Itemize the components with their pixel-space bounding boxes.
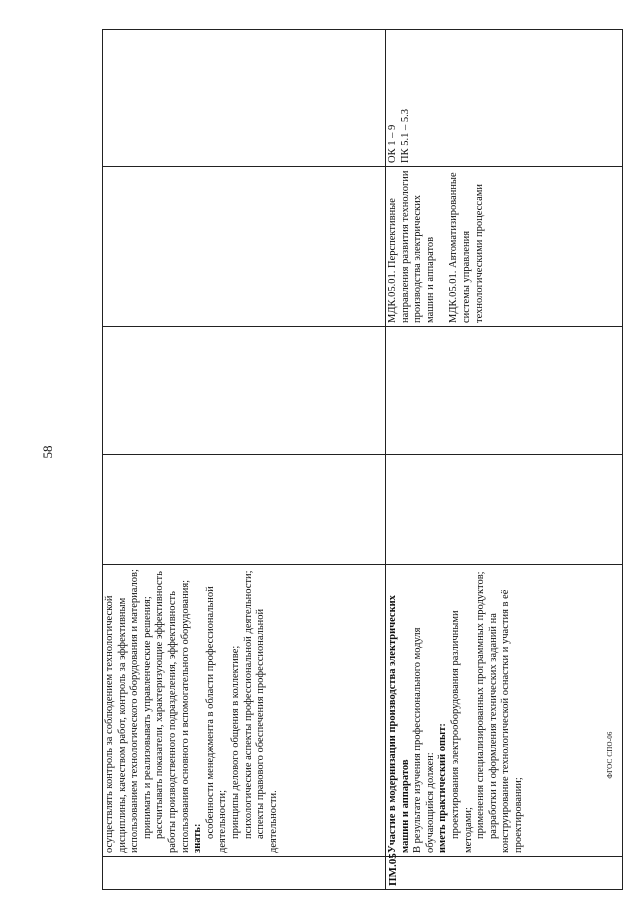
req-line: особенности менеджмента в области профессиональной деятельности; bbox=[204, 586, 229, 853]
req-line: принципы делового общения в коллективе; bbox=[229, 645, 241, 839]
hours-cell bbox=[103, 327, 386, 455]
mdk-cell bbox=[386, 167, 623, 327]
mdk-item: МДК.05.01. Автоматизированные системы управления технологическими процессами bbox=[448, 172, 485, 323]
req-label: знать: bbox=[192, 823, 204, 853]
module-code-cell bbox=[103, 857, 386, 890]
module-code: ПМ.05 bbox=[387, 853, 399, 886]
table-row bbox=[103, 30, 386, 890]
mdk-item: МДК.05.01. Перспективные направления развития технологии производства электрических машин и аппаратов bbox=[387, 170, 436, 323]
rotated-table-container bbox=[102, 30, 622, 890]
hours-cell bbox=[103, 455, 386, 565]
competencies-cell bbox=[103, 30, 386, 167]
req-line: применения специализированных программных продуктов; bbox=[475, 571, 487, 839]
competency: ПК 5.1 – 5.3 bbox=[399, 109, 411, 163]
module-code-cell bbox=[386, 853, 623, 890]
competency: ОК 1 – 9 bbox=[387, 124, 398, 163]
req-line: рассчитывать показатели, характеризующие эффективность работы производственного подразделения, эффективность использования основного и вспомогательного оборудования; bbox=[154, 571, 191, 853]
footer-stamp: ФГОС СПО-06 bbox=[606, 731, 614, 779]
req-line: аспекты правового обеспечения профессиональной деятельности. bbox=[255, 608, 279, 853]
hours-cell bbox=[386, 455, 623, 565]
hours-cell bbox=[386, 327, 623, 455]
req-line: В результате изучения профессионального модуля обучающийся должен: bbox=[412, 627, 436, 853]
requirements-cell bbox=[103, 565, 386, 857]
req-line: принимать и реализовывать управленческие решения; bbox=[141, 596, 153, 839]
competencies-cell bbox=[386, 30, 623, 167]
page-number: 58 bbox=[40, 445, 55, 459]
module-title: Участие в модернизации производства электрических машин и аппаратов bbox=[387, 595, 411, 853]
req-line: психологические аспекты профессиональной деятельности; bbox=[242, 570, 254, 839]
req-line: проектирования электрооборудования различными методами; bbox=[449, 610, 474, 853]
table-row bbox=[386, 30, 623, 890]
req-label: иметь практический опыт: bbox=[437, 723, 449, 853]
requirements-cell bbox=[386, 565, 623, 857]
req-line: разработки и оформления технических заданий на конструирование технологической оснастки и участия в её проектировании; bbox=[487, 589, 524, 853]
mdk-cell bbox=[103, 167, 386, 327]
req-line: осуществлять контроль за соблюдением технологической дисциплины, качеством работ, контроль за эффективным использованием технологического оборудования и материалов; bbox=[104, 569, 141, 853]
curriculum-table bbox=[102, 29, 623, 890]
